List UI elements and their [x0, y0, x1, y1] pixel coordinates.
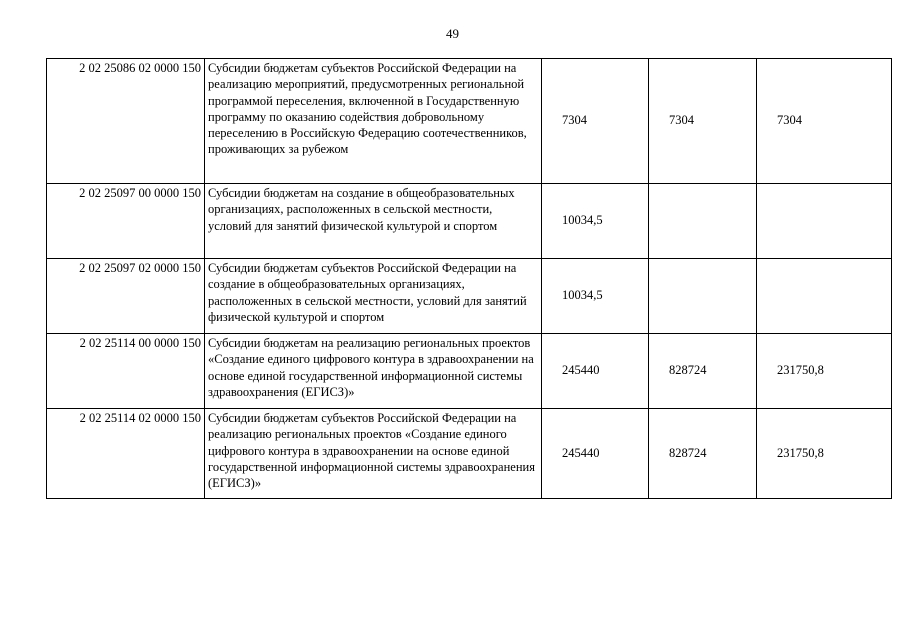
item-name-cell: Субсидии бюджетам субъектов Российской Федерации на создание в общеобразовательных организациях, расположенных в сельской местности, условий для занятий физической культурой и спортом: [205, 259, 542, 334]
value-year-3-cell: 7304: [757, 59, 892, 184]
table-row: [47, 59, 892, 184]
table-row: [47, 259, 892, 334]
item-name-cell: Субсидии бюджетам на создание в общеобразовательных организациях, расположенных в сельской местности, условий для занятий физической культурой и спортом: [205, 184, 542, 259]
item-name-cell: Субсидии бюджетам субъектов Российской Федерации на реализацию региональных проектов «Создание единого цифрового контура в здравоохранении на основе единой государственной информационной системы здравоохранения (ЕГИСЗ)»: [205, 409, 542, 499]
value-year-3-cell: 231750,8: [757, 409, 892, 499]
value-year-1-cell: 245440: [542, 409, 649, 499]
budget-code-cell: 2 02 25097 02 0000 150: [47, 259, 205, 334]
budget-code-cell: 2 02 25097 00 0000 150: [47, 184, 205, 259]
value-year-3-cell: [757, 259, 892, 334]
value-year-2-cell: 828724: [649, 334, 757, 409]
value-year-1-cell: 7304: [542, 59, 649, 184]
budget-table: [46, 58, 892, 499]
value-year-2-cell: [649, 259, 757, 334]
table-row: [47, 409, 892, 499]
value-year-3-cell: [757, 184, 892, 259]
value-year-1-cell: 10034,5: [542, 184, 649, 259]
item-name-cell: Субсидии бюджетам на реализацию региональных проектов «Создание единого цифрового контура в здравоохранении на основе единой государственной информационной системы здравоохранения (ЕГИСЗ)»: [205, 334, 542, 409]
page-number: 49: [446, 26, 459, 41]
budget-code-cell: 2 02 25086 02 0000 150: [47, 59, 205, 184]
table-row: [47, 184, 892, 259]
value-year-2-cell: [649, 184, 757, 259]
budget-code-cell: 2 02 25114 02 0000 150: [47, 409, 205, 499]
value-year-1-cell: 245440: [542, 334, 649, 409]
value-year-3-cell: 231750,8: [757, 334, 892, 409]
value-year-2-cell: 828724: [649, 409, 757, 499]
budget-code-cell: 2 02 25114 00 0000 150: [47, 334, 205, 409]
value-year-1-cell: 10034,5: [542, 259, 649, 334]
value-year-2-cell: 7304: [649, 59, 757, 184]
table-row: [47, 334, 892, 409]
item-name-cell: Субсидии бюджетам субъектов Российской Федерации на реализацию мероприятий, предусмотренных региональной программой переселения, включенной в Государственную программу по оказанию содействия добровольному переселению в Российскую Федерацию соотечественников, проживающих за рубежом: [205, 59, 542, 184]
